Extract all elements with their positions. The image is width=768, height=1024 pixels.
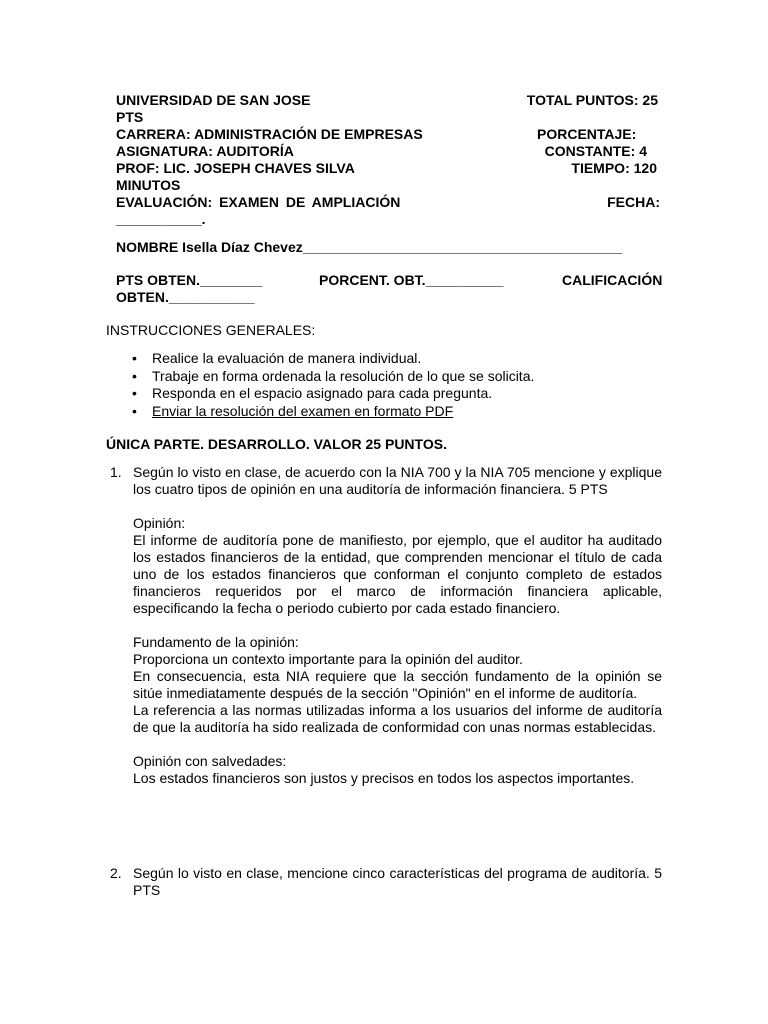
date-field[interactable]: ___________. xyxy=(116,211,206,227)
percentage-label: PORCENTAJE: xyxy=(537,126,637,142)
grade-obtained-field[interactable]: OBTEN.___________ xyxy=(116,289,255,305)
instruction-text-pdf: Enviar la resolución del examen en formato PDF xyxy=(152,402,454,419)
percent-obtained-field[interactable]: PORCENT. OBT.__________ xyxy=(319,272,504,288)
answer-opinion-title: Opinión: xyxy=(133,515,186,531)
question-2 xyxy=(110,865,662,899)
subject: ASIGNATURA: AUDITORÍA xyxy=(116,143,294,159)
student-name-field[interactable]: NOMBRE Isella Díaz Chevez_________________________________________ xyxy=(116,239,622,255)
bullet-icon: • xyxy=(132,385,137,401)
career: CARRERA: ADMINISTRACIÓN DE EMPRESAS xyxy=(116,126,423,142)
bullet-icon: • xyxy=(132,367,137,384)
total-points-unit: PTS xyxy=(116,109,144,125)
question-prompt: Según lo visto en clase, de acuerdo con la NIA 700 y la NIA 705 mencione y explique los cuatro tipos de opinión en una auditoría de información financiera. 5 PTS xyxy=(133,464,662,497)
answer-basis-text: La referencia a las normas utilizadas informa a los usuarios del informe de auditoría de que la auditoría ha sido realizada de conformidad con unas normas establecidas. xyxy=(133,702,662,735)
date-label: FECHA: xyxy=(607,194,660,210)
question-1 xyxy=(110,464,662,787)
instruction-text: Realice la evaluación de manera individual. xyxy=(152,350,422,366)
instructions-list xyxy=(112,350,534,420)
list-item xyxy=(112,368,534,386)
answer-basis-text: En consecuencia, esta NIA requiere que la sección fundamento de la opinión se sitúe inmediatamente después de la sección "Opinión" en el informe de auditoría. xyxy=(133,668,662,701)
answer-qualified-title: Opinión con salvedades: xyxy=(133,753,287,769)
question-number: 2. xyxy=(110,865,122,881)
points-obtained-field[interactable]: PTS OBTEN.________ xyxy=(116,272,263,288)
instructions-title: INSTRUCCIONES GENERALES: xyxy=(106,322,316,338)
evaluation-type: EVALUACIÓN: EXAMEN DE AMPLIACIÓN xyxy=(116,194,401,210)
professor: PROF: LIC. JOSEPH CHAVES SILVA xyxy=(116,160,355,176)
section-title: ÚNICA PARTE. DESARROLLO. VALOR 25 PUNTOS. xyxy=(106,436,447,452)
answer-qualified-text: Los estados financieros son justos y precisos en todos los aspectos importantes. xyxy=(133,770,635,786)
time-label: TIEMPO: 120 xyxy=(571,160,657,176)
list-item xyxy=(112,385,534,403)
question-number: 1. xyxy=(110,464,122,480)
grade-label: CALIFICACIÓN xyxy=(562,272,663,288)
university-name: UNIVERSIDAD DE SAN JOSE xyxy=(116,92,311,108)
answer-basis-text: Proporciona un contexto importante para la opinión del auditor. xyxy=(133,651,523,667)
instruction-text: Trabaje en forma ordenada la resolución de lo que se solicita. xyxy=(152,367,535,384)
header-block xyxy=(116,92,660,228)
time-unit: MINUTOS xyxy=(116,177,181,193)
question-prompt: Según lo visto en clase, mencione cinco características del programa de auditoría. 5 PTS xyxy=(133,865,662,898)
answer-opinion-text: El informe de auditoría pone de manifiesto, por ejemplo, que el auditor ha auditado los estados financieros de la entidad, que comprenden mencionar el título de cada uno de los estados financieros que conforman el conjunto completo de estados financieros requeridos por el marco de información financiera aplicable, especificando la fecha o periodo cubierto por cada estado financiero. xyxy=(133,532,662,616)
list-item xyxy=(112,350,534,368)
answer-basis-title: Fundamento de la opinión: xyxy=(133,634,299,650)
constant-label: CONSTANTE: 4 xyxy=(544,143,647,159)
list-item xyxy=(112,403,534,421)
bullet-icon: • xyxy=(132,350,137,366)
instruction-text: Responda en el espacio asignado para cada pregunta. xyxy=(152,385,493,401)
bullet-icon: • xyxy=(132,402,137,419)
total-points: TOTAL PUNTOS: 25 xyxy=(526,92,658,108)
